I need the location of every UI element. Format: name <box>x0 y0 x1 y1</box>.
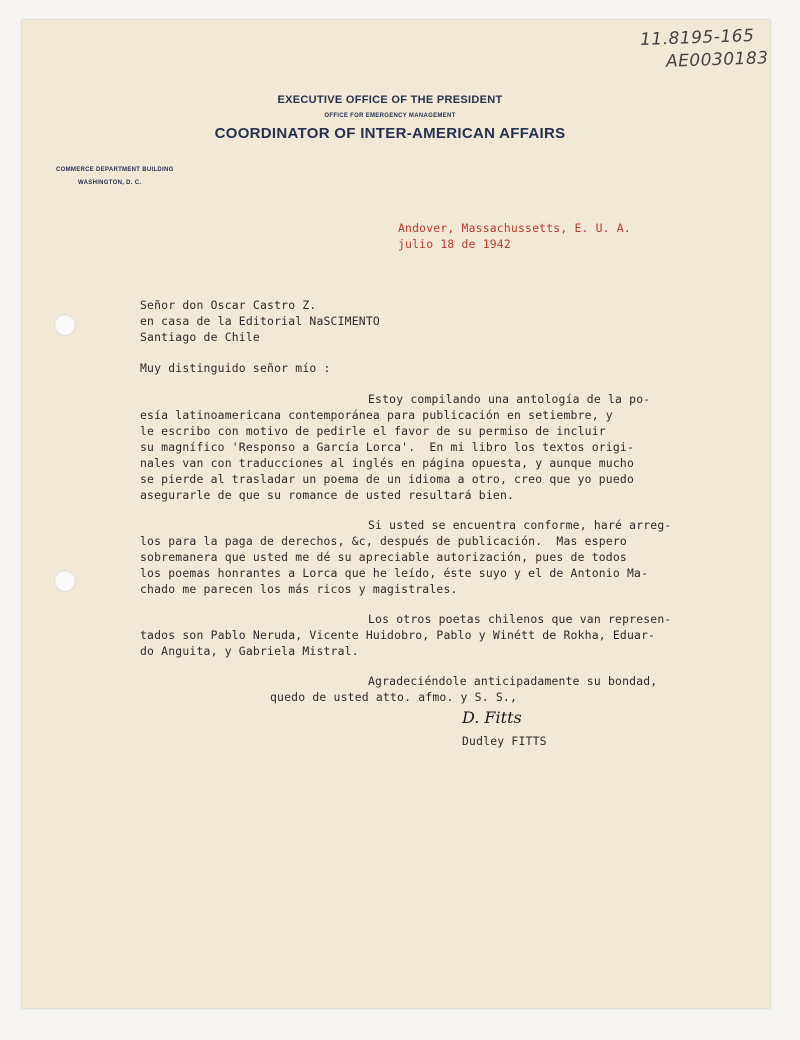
recipient-line: en casa de la Editorial NaSCIMENTO <box>140 314 380 328</box>
body-line: esía latinoamericana contemporánea para publicación en setiembre, y <box>140 408 613 422</box>
body-line: le escribo con motivo de pedirle el favor de su permiso de incluir <box>140 424 606 438</box>
signer-name: Dudley FITTS <box>462 734 547 748</box>
handwritten-signature: D. Fitts <box>462 708 522 727</box>
body-line: su magnífico 'Responso a García Lorca'. En mi libro los textos origi- <box>140 440 635 454</box>
body-line: sobremanera que usted me dé su apreciable autorización, pues de todos <box>140 550 627 564</box>
recipient-line: Señor don Oscar Castro Z. <box>140 298 317 312</box>
dateline-place: Andover, Massachussetts, E. U. A. <box>398 221 631 235</box>
body-line: Estoy compilando una antología de la po- <box>368 392 651 406</box>
body-line: Los otros poetas chilenos que van represen- <box>368 612 672 626</box>
letterhead-city: WASHINGTON, D. C. <box>78 180 142 186</box>
closing-line: quedo de usted atto. afmo. y S. S., <box>270 690 518 704</box>
closing-line: Agradeciéndole anticipadamente su bondad, <box>368 674 658 688</box>
body-line: nales van con traducciones al inglés en página opuesta, y aunque mucho <box>140 456 635 470</box>
letterhead-line-1: EXECUTIVE OFFICE OF THE PRESIDENT <box>277 94 503 106</box>
dateline-date: julio 18 de 1942 <box>398 237 511 251</box>
recipient-line: Santiago de Chile <box>140 330 260 344</box>
letterhead-title: COORDINATOR OF INTER-AMERICAN AFFAIRS <box>214 125 566 142</box>
body-line: chado me parecen los más ricos y magistrales. <box>140 582 458 596</box>
archive-code: AE0030183 <box>665 48 769 72</box>
archive-number: 11.8195-165 <box>639 26 755 50</box>
punch-hole <box>54 570 76 592</box>
body-line: asegurarle de que su romance de usted resultará bien. <box>140 488 515 502</box>
body-line: los poemas honrantes a Lorca que he leído, éste suyo y el de Antonio Ma- <box>140 566 649 580</box>
body-line: do Anguita, y Gabriela Mistral. <box>140 644 359 658</box>
body-line: los para la paga de derechos, &c, después de publicación. Mas espero <box>140 534 627 548</box>
letterhead-line-2: OFFICE FOR EMERGENCY MANAGEMENT <box>324 113 456 119</box>
body-line: se pierde al trasladar un poema de un idioma a otro, creo que yo puedo <box>140 472 635 486</box>
body-line: tados son Pablo Neruda, Vicente Huidobro, Pablo y Winétt de Rokha, Eduar- <box>140 628 656 642</box>
punch-hole <box>54 314 76 336</box>
body-line: Si usted se encuentra conforme, haré arreg- <box>368 518 672 532</box>
letterhead-building: COMMERCE DEPARTMENT BUILDING <box>56 167 174 173</box>
salutation: Muy distinguido señor mío : <box>140 361 331 375</box>
